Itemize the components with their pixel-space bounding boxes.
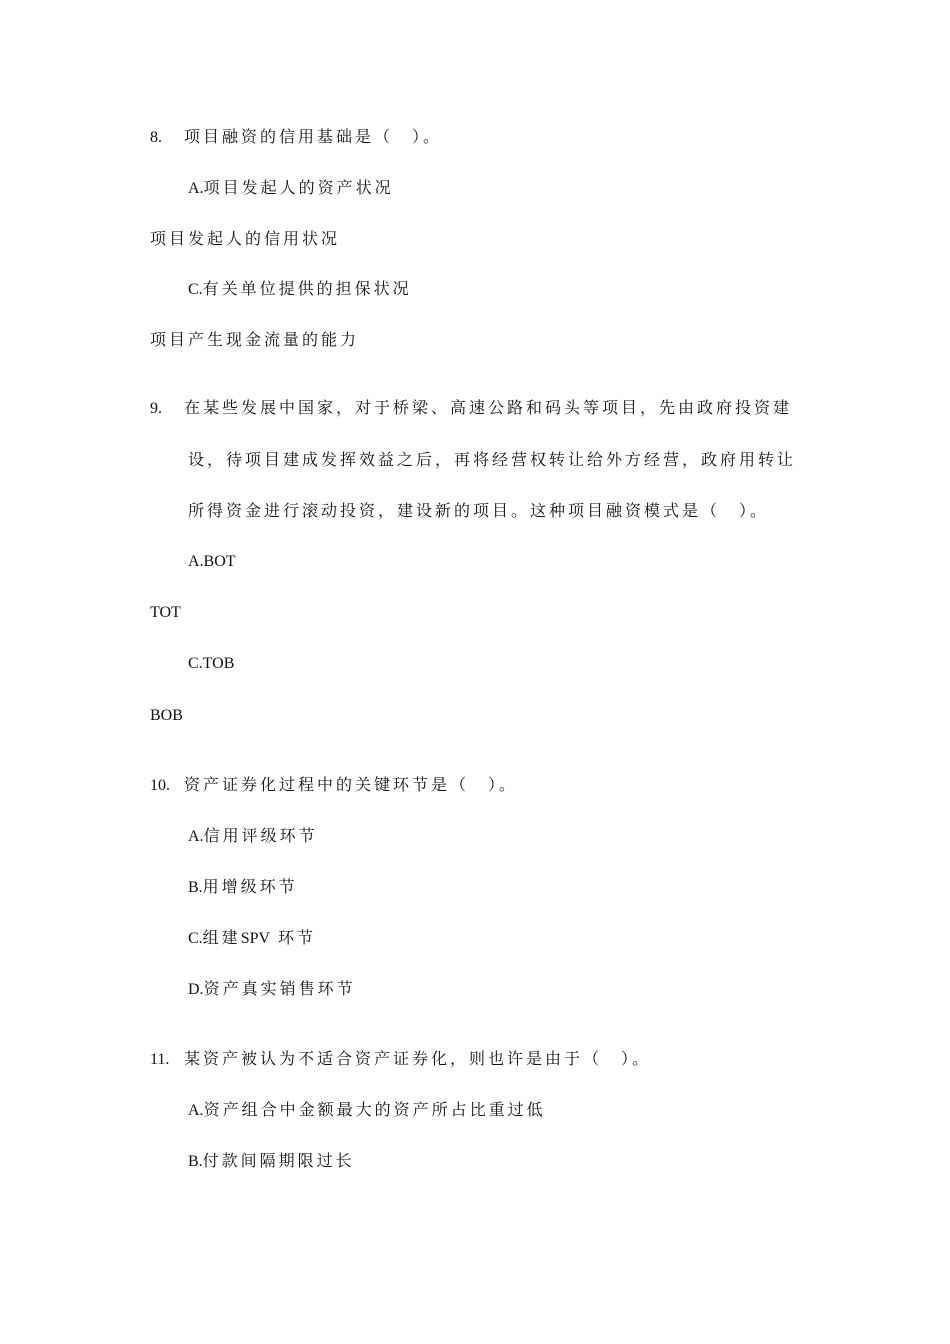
option-text: 资产真实销售环节 (203, 979, 356, 998)
question-8-option-d (150, 330, 359, 350)
question-10-option-d (188, 979, 356, 1000)
option-text: 环节 (278, 928, 317, 947)
question-text: 所得资金进行滚动投资，建设新的项目。这种项目融资模式是（ ）。 (188, 501, 770, 520)
question-number: 8. (150, 129, 162, 146)
question-10-option-a (188, 826, 318, 847)
option-label: B. (188, 1153, 203, 1170)
option-text: C.TOB (188, 655, 235, 672)
question-number: 11. (150, 1051, 170, 1068)
question-number: 10. (150, 777, 170, 794)
question-9-option-a (188, 552, 236, 572)
question-10-stem (150, 775, 518, 796)
option-label: A. (188, 180, 204, 197)
question-number: 9. (150, 400, 162, 417)
question-text: 设，待项目建成发挥效益之后，再将经营权转让给外方经营，政府用转让 (188, 450, 797, 469)
option-label: D. (188, 981, 204, 998)
option-text: TOT (150, 604, 181, 621)
option-text: A.BOT (188, 553, 236, 570)
question-text: 在某些发展中国家，对于桥梁、高速公路和码头等项目，先由政府投资建 (184, 398, 793, 417)
question-text: 某资产被认为不适合资产证券化，则也许是由于（ ）。 (184, 1049, 652, 1068)
question-9-option-b (150, 603, 181, 623)
question-9-stem-line-2 (188, 450, 796, 470)
option-text: 项目发起人的信用状况 (150, 229, 341, 248)
option-label: A. (188, 1102, 204, 1119)
option-label: B. (188, 879, 203, 896)
question-11-option-a (188, 1100, 546, 1121)
option-label: C. (188, 281, 203, 298)
option-text: BOB (150, 707, 183, 724)
question-8-stem (150, 127, 442, 148)
option-text: 付款间隔期限过长 (202, 1151, 355, 1170)
question-10-option-b (188, 877, 298, 898)
option-text: 组建 (202, 928, 241, 947)
option-label: A. (188, 828, 204, 845)
option-text: 有关单位提供的担保状况 (202, 279, 412, 298)
question-8-option-b (150, 229, 340, 249)
question-10-option-c (188, 928, 316, 949)
option-text: 项目发起人的资产状况 (203, 178, 394, 197)
question-9-option-c (188, 654, 234, 674)
question-8-option-c (188, 279, 412, 300)
option-text: 项目产生现金流量的能力 (150, 330, 360, 349)
option-label: C. (188, 930, 203, 947)
option-text: 信用评级环节 (203, 826, 318, 845)
question-text: 项目融资的信用基础是（ ）。 (184, 127, 443, 146)
question-9-option-d (150, 706, 183, 726)
question-8-option-a (188, 178, 394, 199)
question-text: 资产证券化过程中的关键环节是（ ）。 (184, 775, 519, 794)
question-11-option-b (188, 1151, 355, 1172)
question-11-stem (150, 1049, 651, 1070)
question-9-stem-line-3 (188, 501, 769, 521)
option-text: 用增级环节 (202, 877, 298, 896)
option-text: 资产组合中金额最大的资产所占比重过低 (203, 1100, 546, 1119)
option-text-latin: SPV (240, 930, 271, 947)
question-9-stem-line-1 (150, 398, 792, 419)
